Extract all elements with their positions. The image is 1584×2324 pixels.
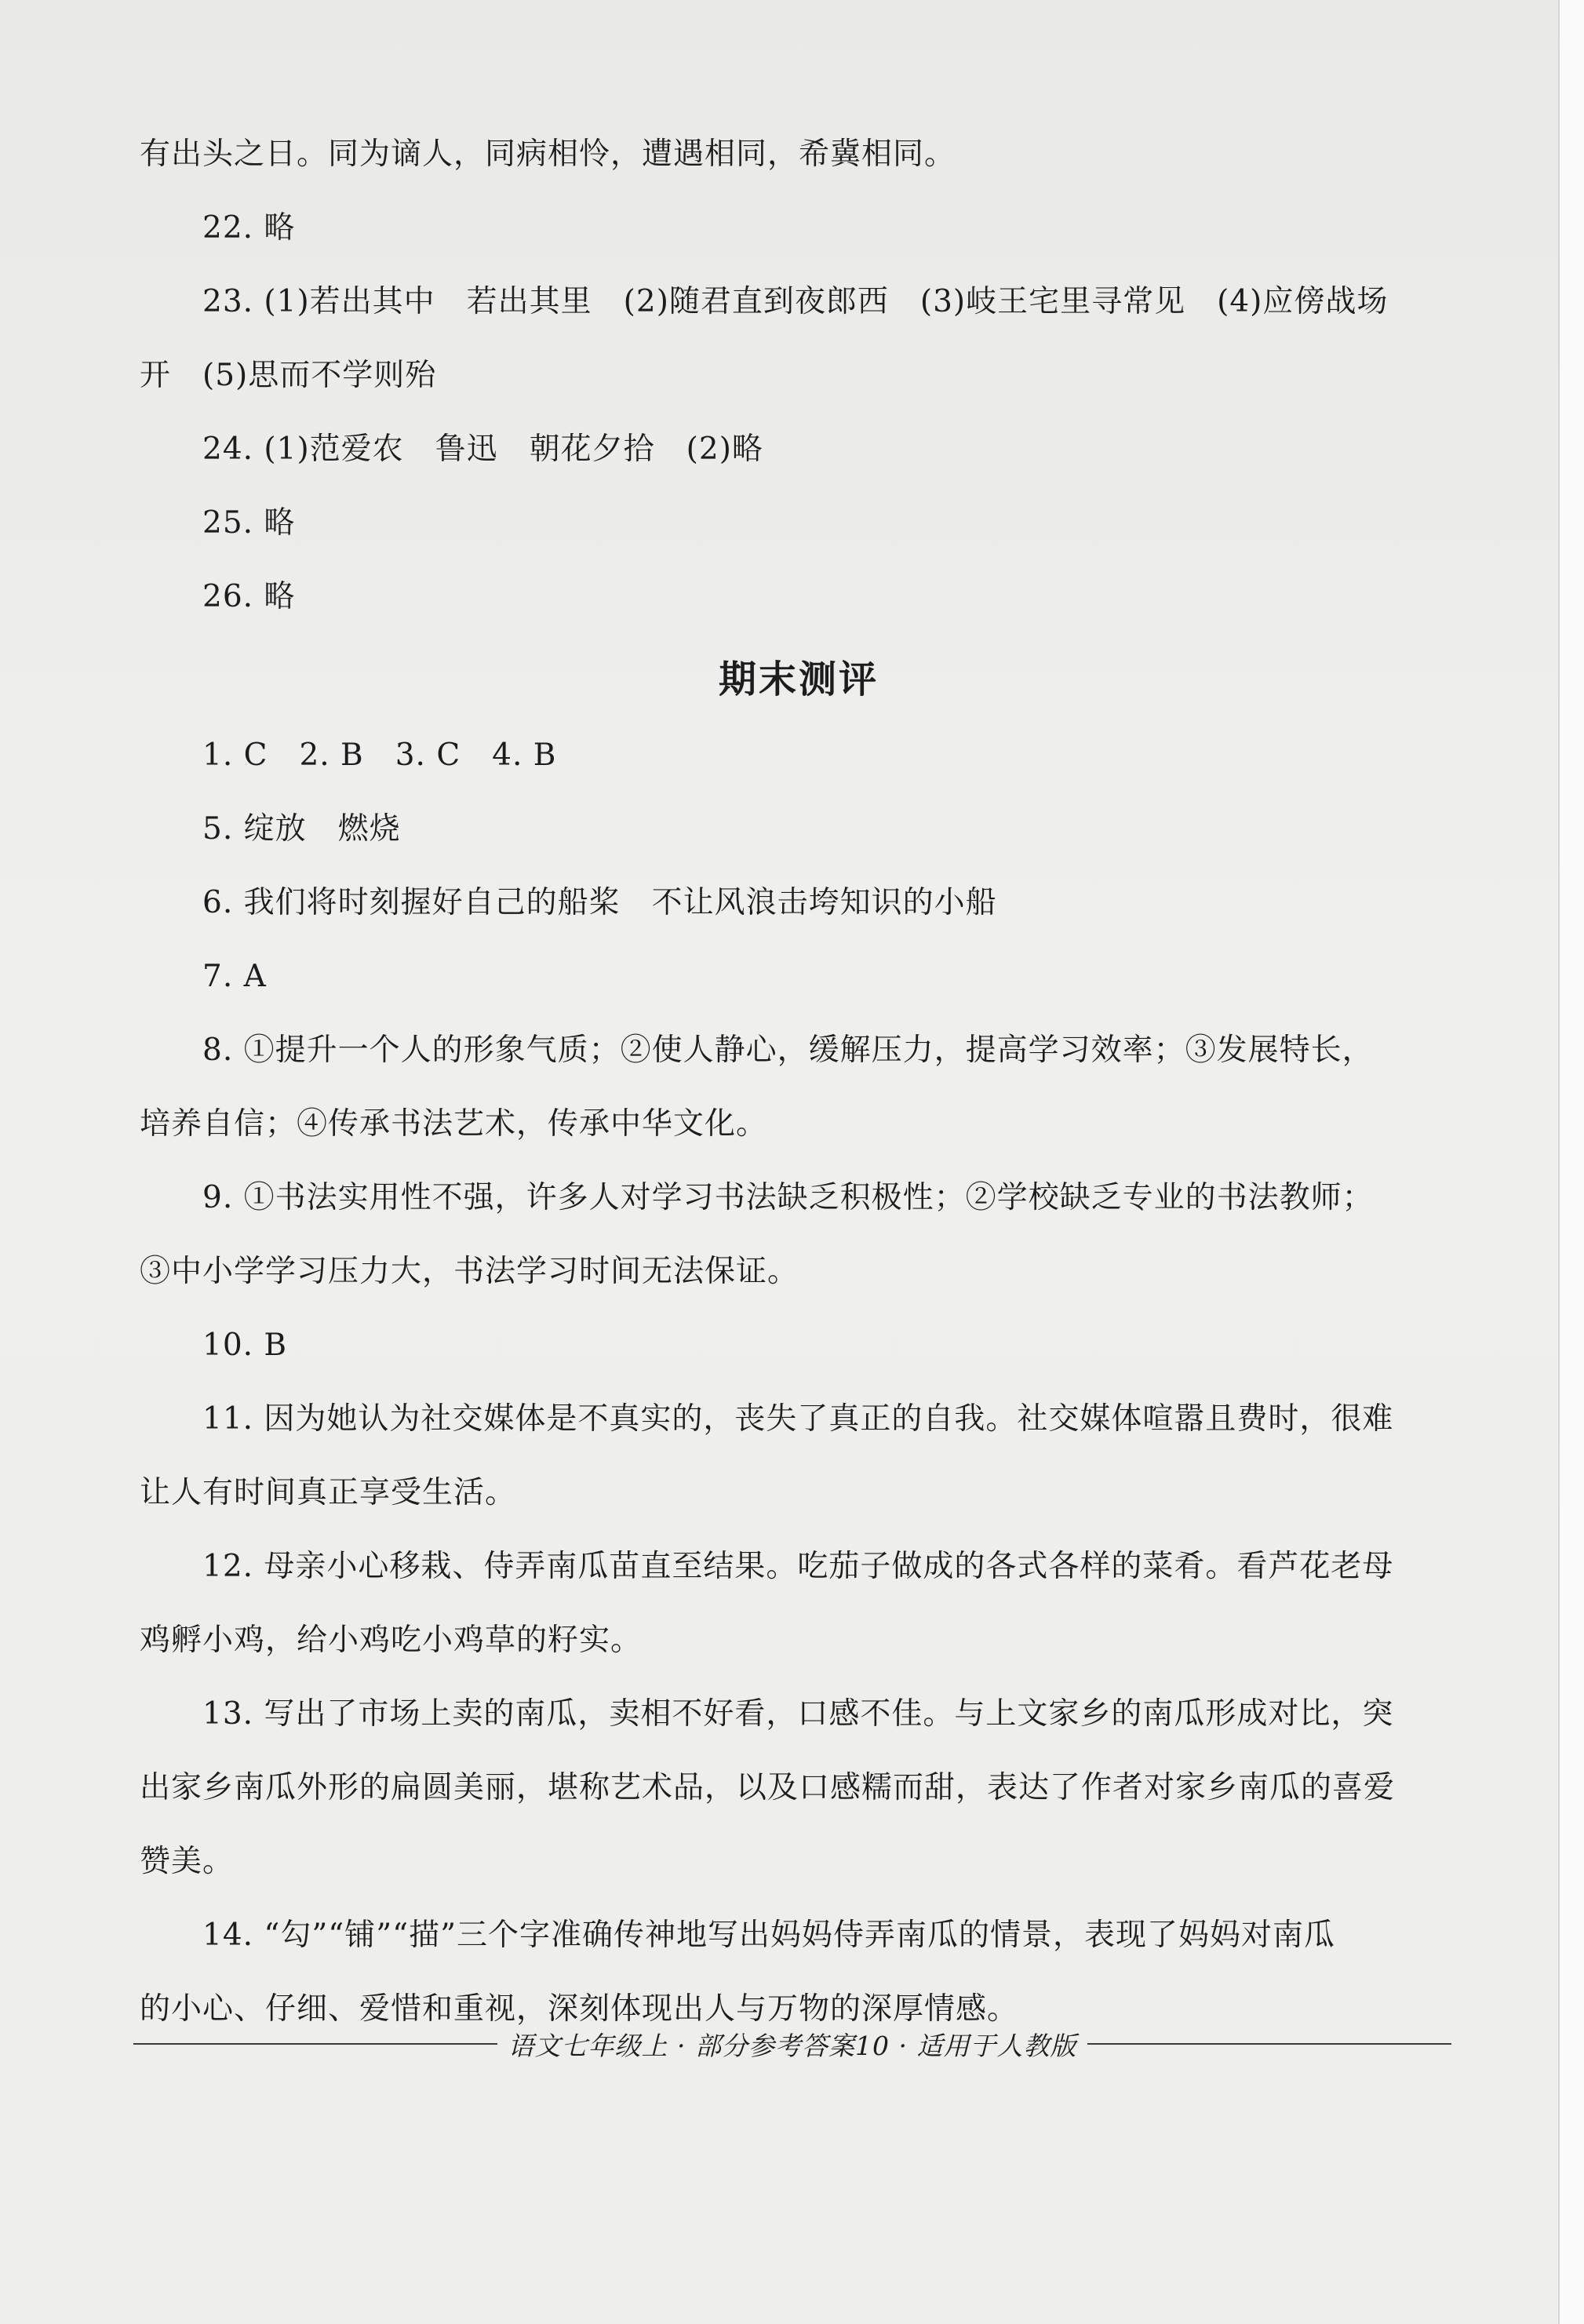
- text-line: 开 (5)思而不学则殆: [140, 358, 437, 393]
- text-line: 12. 母亲小心移栽、侍弄南瓜苗直至结果。吃茄子做成的各式各样的菜肴。看芦花老母: [202, 1549, 1394, 1584]
- text-line: 11. 因为她认为社交媒体是不真实的，丧失了真正的自我。社交媒体喧嚣且费时，很难: [202, 1401, 1394, 1437]
- final-exam-answers: [140, 719, 1458, 2046]
- text-line: 25. 略: [202, 505, 296, 541]
- text-line: 13. 写出了市场上卖的南瓜，卖相不好看，口感不佳。与上文家乡的南瓜形成对比，突: [202, 1696, 1394, 1732]
- page-footer: [133, 2020, 1451, 2067]
- footer-rule-right: [1087, 2043, 1451, 2045]
- text-line: 7. A: [202, 959, 267, 994]
- text-line: 1. C 2. B 3. C 4. B: [202, 738, 557, 773]
- text-line: ③中小学学习压力大，书法学习时间无法保证。: [140, 1254, 799, 1289]
- text-line: 6. 我们将时刻握好自己的船桨 不让风浪击垮知识的小船: [202, 885, 997, 920]
- page-edge: [1558, 0, 1584, 2324]
- text-line: 培养自信；④传承书法艺术，传承中华文化。: [140, 1106, 768, 1142]
- text-line: 出家乡南瓜外形的扁圆美丽，堪称艺术品，以及口感糯而甜，表达了作者对家乡南瓜的喜爱: [140, 1770, 1396, 1805]
- text-line: 22. 略: [202, 210, 296, 246]
- text-line: 14. “勾”“铺”“描”三个字准确传神地写出妈妈侍弄南瓜的情景，表现了妈妈对南瓜: [202, 1918, 1336, 1953]
- text-line: 8. ①提升一个人的形象气质；②使人静心，缓解压力，提高学习效率；③发展特长，: [202, 1033, 1374, 1068]
- footer-text: 语文七年级上 · 部分参考答案10 · 适用于人教版: [508, 2030, 1077, 2061]
- text-line: 10. B: [202, 1328, 288, 1363]
- text-line: 26. 略: [202, 579, 296, 614]
- text-line: 的小心、仔细、爱惜和重视，深刻体现出人与万物的深厚情感。: [140, 1991, 1019, 2027]
- section-title: 期末测评: [718, 657, 879, 701]
- answer-content: [140, 118, 1458, 2046]
- text-line: 24. (1)范爱农 鲁迅 朝花夕拾 (2)略: [202, 432, 763, 467]
- text-line: 让人有时间真正享受生活。: [140, 1475, 517, 1510]
- previous-answers: [140, 118, 1458, 634]
- text-line: 鸡孵小鸡，给小鸡吃小鸡草的籽实。: [140, 1623, 643, 1658]
- text-line: 9. ①书法实用性不强，许多人对学习书法缺乏积极性；②学校缺乏专业的书法教师；: [202, 1180, 1374, 1215]
- text-line: 23. (1)若出其中 若出其里 (2)随君直到夜郎西 (3)岐王宅里寻常见 (4)应傍战场: [202, 284, 1389, 319]
- text-line: 5. 绽放 燃烧: [202, 811, 401, 847]
- text-line: 赞美。: [140, 1844, 235, 1879]
- text-line: 有出头之日。同为谪人，同病相怜，遭遇相同，希冀相同。: [140, 137, 956, 172]
- footer-rule-left: [133, 2043, 497, 2045]
